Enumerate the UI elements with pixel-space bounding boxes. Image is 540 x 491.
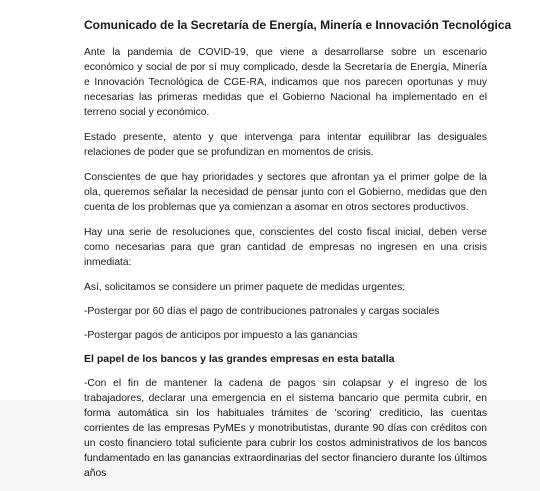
list-item-anticipos: -Postergar pagos de anticipos por impuesto a las ganancias	[84, 330, 358, 341]
paragraph-estado-presente: Estado presente, atento y que intervenga para intentar equilibrar las desiguales relaciones de poder que se profundizan en momentos de crisis.	[84, 132, 487, 158]
paragraph-resoluciones: Hay una serie de resoluciones que, conscientes del costo fiscal inicial, deben verse como necesarias para que gran cantidad de empresas no ingresen en una crisis inmediata:	[84, 227, 487, 268]
list-item-contribuciones: -Postergar por 60 días el pago de contribuciones patronales y cargas sociales	[84, 306, 440, 317]
paragraph-intro: Ante la pandemia de COVID-19, que viene a desarrollarse sobre un escenario económico y social de por sí muy complicado, desde la Secretaría de Energía, Minería e Innovación Tecnológica de CGE-RA, indicamos que nos parecen oportunas y muy necesarias las primeras medidas que el Gobierno Nacional ha implementado en el terreno social y económico.	[84, 47, 487, 118]
paragraph-prioridades: Conscientes de que hay prioridades y sectores que afrontan ya el primer golpe de la ola, queremos señalar la necesidad de pensar junto con el Gobierno, medidas que den cuenta de los problemas que ya comienzan a asomar en otros sectores productivos.	[84, 172, 487, 213]
section-heading-bancos: El papel de los bancos y las grandes empresas en esta batalla	[84, 353, 395, 365]
paragraph-emergencia-bancaria: -Con el fin de mantener la cadena de pagos sin colapsar y el ingreso de los trabajadores, declarar una emergencia en el sistema bancario que permita cubrir, en forma automática sin los habituales trámites de 'scoring' crediticio, las cuentas corrientes de las empresas PyMEs y monotributistas, durante 90 días con créditos con un costo financiero total suficiente para cubrir los costos administrativos de los bancos fundamentado en las ganancias extraordinarias del sector financiero durante los últimos años	[84, 378, 487, 479]
document-title: Comunicado de la Secretaría de Energía, Minería e Innovación Tecnológica	[84, 18, 512, 32]
document-content	[84, 18, 512, 491]
paragraph-medidas-urgentes: Así, solicitamos se considere un primer paquete de medidas urgentes:	[84, 282, 406, 293]
